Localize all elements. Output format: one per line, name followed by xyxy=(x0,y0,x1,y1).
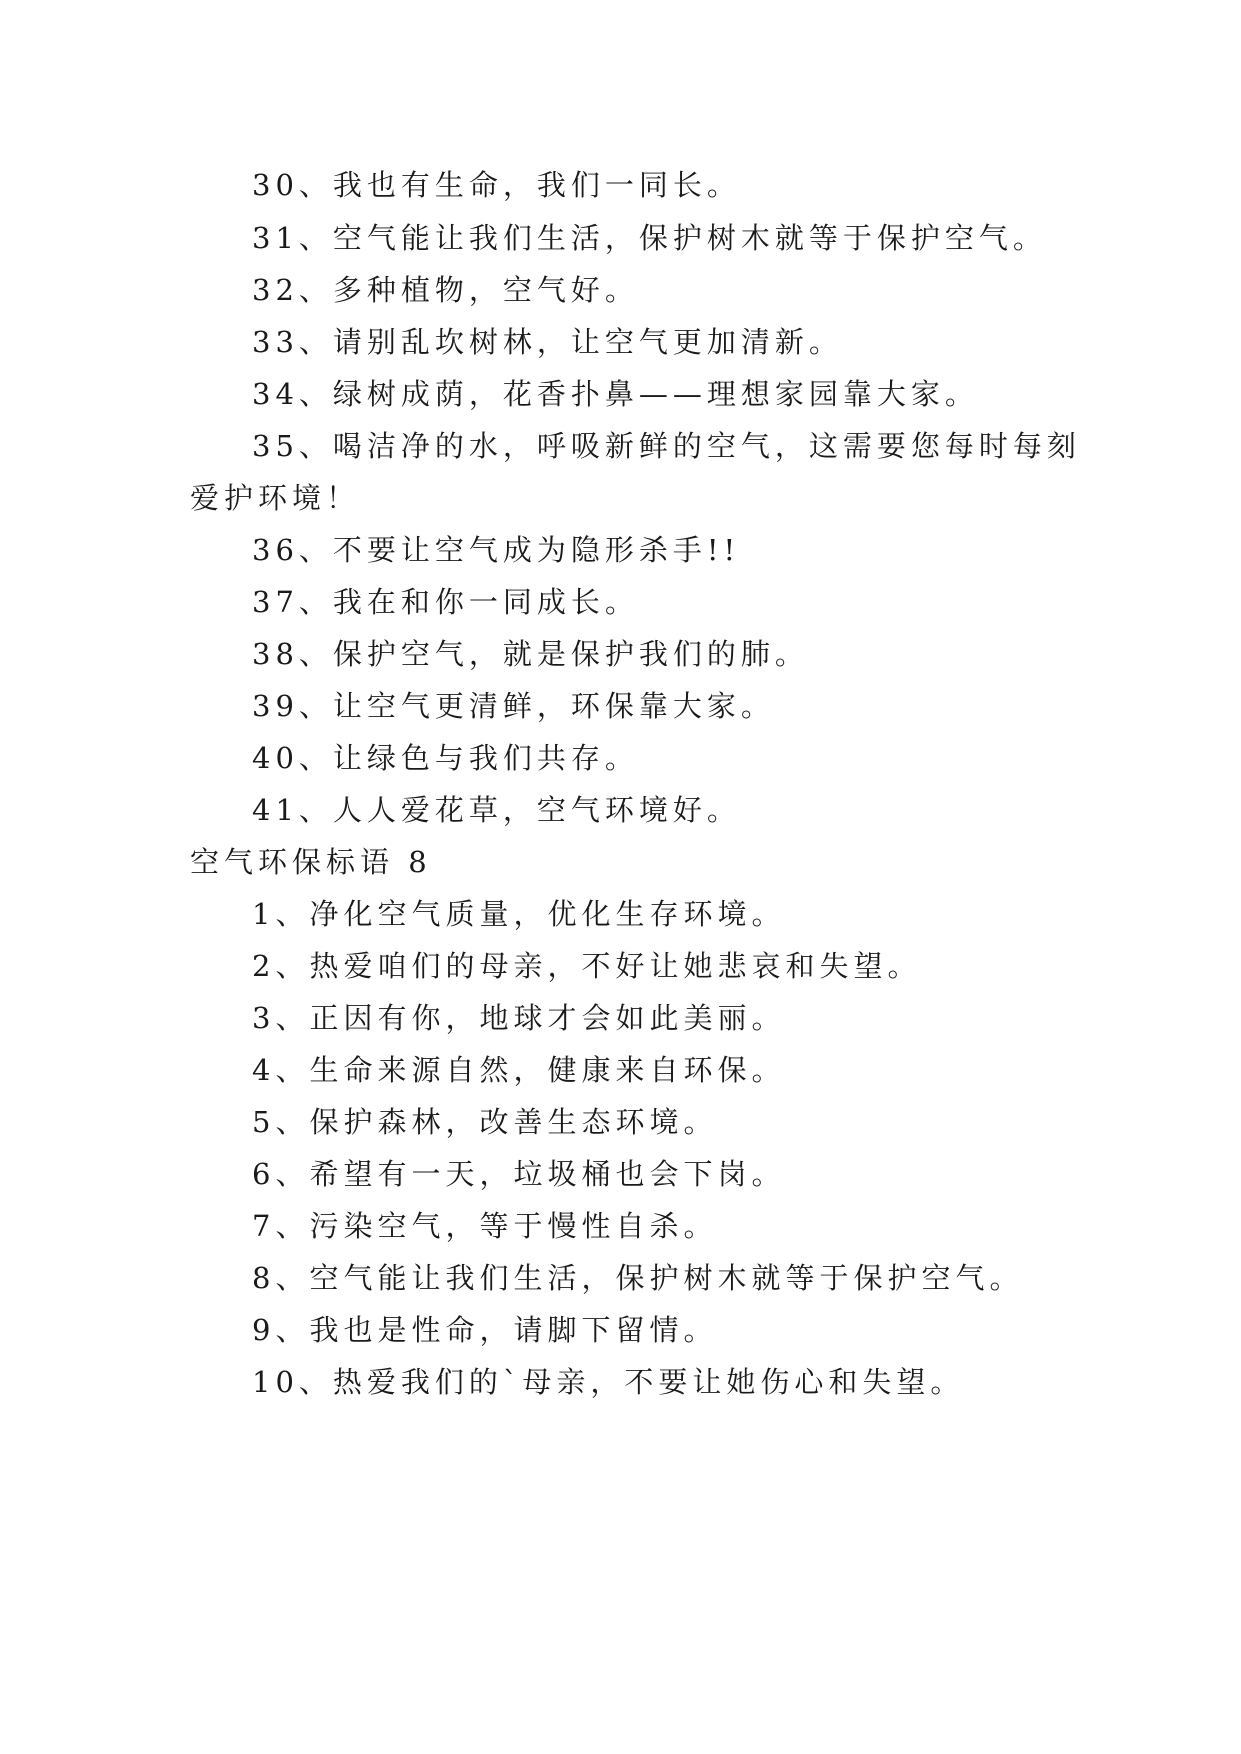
section-title: 空气环保标语 8 xyxy=(190,845,432,879)
slogan-line-31: 31、空气能让我们生活，保护树木就等于保护空气。 xyxy=(252,221,1047,255)
section-line-8: 8、空气能让我们生活，保护树木就等于保护空气。 xyxy=(252,1261,1024,1295)
section-line-7: 7、污染空气，等于慢性自杀。 xyxy=(252,1209,718,1243)
slogan-line-40: 40、让绿色与我们共存。 xyxy=(252,741,639,775)
slogan-line-36: 36、不要让空气成为隐形杀手!! xyxy=(252,533,741,567)
slogan-line-32: 32、多种植物，空气好。 xyxy=(252,273,639,307)
slogan-line-38: 38、保护空气，就是保护我们的肺。 xyxy=(252,637,809,671)
slogan-line-34: 34、绿树成荫，花香扑鼻——理想家园靠大家。 xyxy=(252,377,979,411)
section-line-3: 3、正因有你，地球才会如此美丽。 xyxy=(252,1001,786,1035)
section-line-6: 6、希望有一天，垃圾桶也会下岗。 xyxy=(252,1157,786,1191)
section-line-2: 2、热爱咱们的母亲，不好让她悲哀和失望。 xyxy=(252,949,922,983)
section-line-9: 9、我也是性命，请脚下留情。 xyxy=(252,1313,718,1347)
slogan-line-35-continued: 爱护环境！ xyxy=(190,481,361,515)
section-line-10: 10、热爱我们的`母亲，不要让她伤心和失望。 xyxy=(252,1365,965,1399)
slogan-line-35: 35、喝洁净的水，呼吸新鲜的空气，这需要您每时每刻 xyxy=(252,429,1081,463)
section-line-4: 4、生命来源自然，健康来自环保。 xyxy=(252,1053,786,1087)
slogan-line-30: 30、我也有生命，我们一同长。 xyxy=(252,168,741,202)
slogan-line-39: 39、让空气更清鲜，环保靠大家。 xyxy=(252,689,775,723)
section-line-5: 5、保护森林，改善生态环境。 xyxy=(252,1105,718,1139)
slogan-line-33: 33、请别乱坎树林，让空气更加清新。 xyxy=(252,325,843,359)
section-line-1: 1、净化空气质量，优化生存环境。 xyxy=(252,897,786,931)
slogan-line-41: 41、人人爱花草，空气环境好。 xyxy=(252,793,741,827)
slogan-line-37: 37、我在和你一同成长。 xyxy=(252,585,639,619)
